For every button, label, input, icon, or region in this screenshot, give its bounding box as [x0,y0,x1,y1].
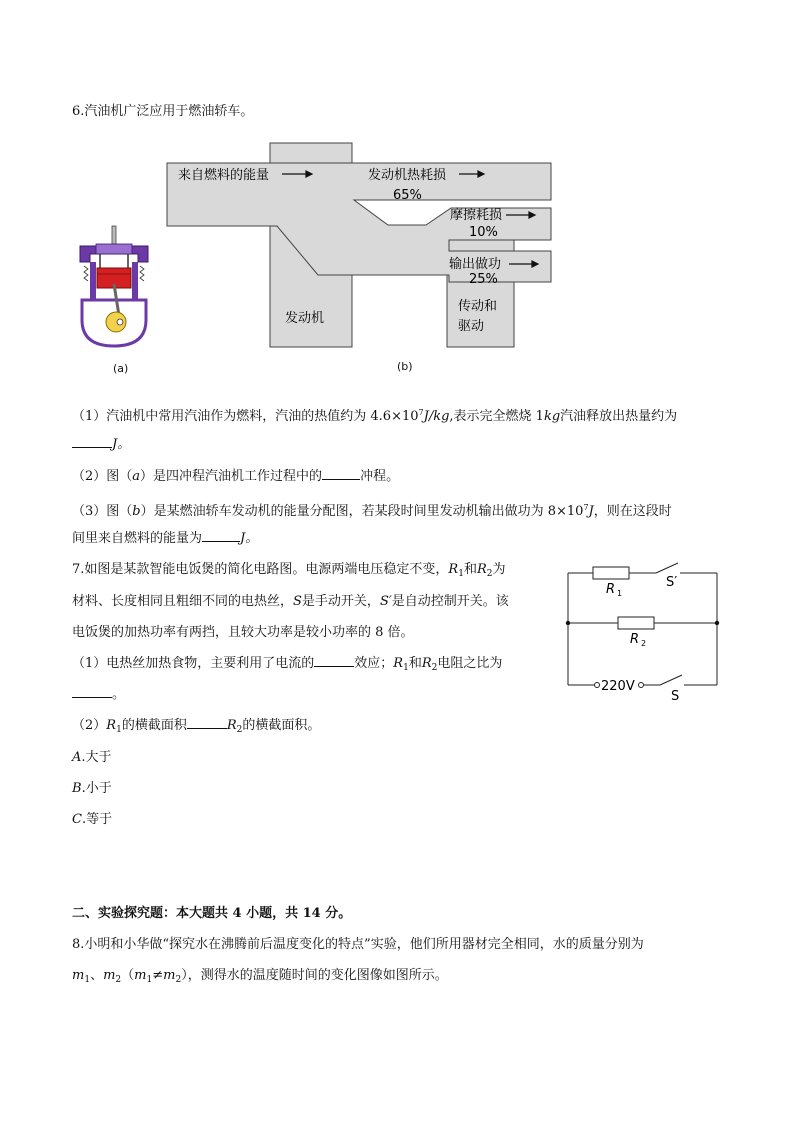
answer-blank[interactable] [322,467,360,480]
q6-part1: （1）汽油机中常用汽油作为燃料，汽油的热值约为 $4.6\times 10^7J/kg$,表示完全燃烧 1kg汽油释放出热量约为 [72,408,678,424]
junction-right [715,621,719,625]
section2-title: 二、实验探究题：本大题共 4 小题，共 14 分。 [72,906,352,921]
output-work-label: 输出做功 [449,257,502,272]
q7-option-b[interactable]: B.小于 [72,781,112,796]
switch-s [660,675,682,685]
q6-part2: （2）图（a）是四冲程汽油机工作过程中的 冲程。 [72,469,400,484]
q6-part3: （3）图（b）是某燃油轿车发动机的能量分配图，若某段时间里发动机输出做功为 $8\times 10^7J$，则在这段时 [72,503,672,519]
fuel-energy-label: 来自燃料的能量 [178,168,270,183]
r1-label: R [606,582,616,597]
q7-part2: $(2)R_1$的横截面积 $R_2$的横截面积。 [72,718,321,735]
voltage-label: 220V [601,679,635,694]
junction-left [566,621,570,625]
q6-part1-answer: J。 [72,435,130,455]
spark-plug-icon [112,226,116,244]
transmission-label-2: 驱动 [458,319,485,334]
answer-blank[interactable] [72,685,112,698]
answer-blank[interactable] [202,529,240,542]
svg-text:2: 2 [641,639,647,648]
q6-part3-cont: 间里来自燃料的能量为 J。 [72,531,259,546]
q7-part1-answer: 。 [72,685,125,705]
resistor-r1 [593,567,629,579]
figure-a-label: (a) [113,362,129,375]
engine-label: 发动机 [285,311,325,326]
figure-b-label: (b) [397,360,413,373]
answer-blank[interactable] [187,716,227,729]
r2-label: R [630,632,640,647]
q6-stem: 6.汽油机广泛应用于燃油轿车。 [72,104,254,119]
output-work-pct: 25% [469,272,498,287]
heat-loss-pct: 65% [393,188,422,203]
s-label: S [671,689,680,704]
switch-s-prime [656,563,678,573]
svg-text:1: 1 [617,589,623,598]
resistor-r2 [618,617,654,629]
answer-blank[interactable] [72,435,112,448]
q7-line1: 7.如图是某款智能电饭煲的简化电路图。电源两端电压稳定不变，$R_1$和$R_2$为 [72,562,506,579]
s-prime-label: S′ [666,575,678,590]
engine-cylinder-figure [76,224,152,348]
energy-flow-diagram [166,142,556,350]
answer-blank[interactable] [314,654,354,667]
q7-line2: 材料、长度相同且粗细不同的电热丝，S是手动开关，S′是自动控制开关。该 [72,594,509,609]
q7-line3: 电饭煲的加热功率有两挡，且较大功率是较小功率的 8 倍。 [72,625,414,640]
circuit-diagram [560,560,730,710]
q8-line1: 8.小明和小华做“探究水在沸腾前后温度变化的特点”实验，他们所用器材完全相同，水的质量分别为 [72,937,644,952]
heat-loss-label: 发动机热耗损 [368,168,447,183]
q7-option-c[interactable]: C.等于 [72,812,113,827]
friction-loss-label: 摩擦耗损 [450,208,503,223]
q7-part1: （1）电热丝加热食物，主要利用了电流的 效应；$R_1$和$R_2$电阻之比为 [72,656,503,673]
transmission-label-1: 传动和 [458,299,498,314]
q8-line2: $m_1$、$m_2(m_1\ne m_2)$，测得水的温度随时间的变化图像如图所示。 [72,968,448,985]
q7-option-a[interactable]: A.大于 [72,750,112,765]
friction-loss-pct: 10% [469,225,498,240]
